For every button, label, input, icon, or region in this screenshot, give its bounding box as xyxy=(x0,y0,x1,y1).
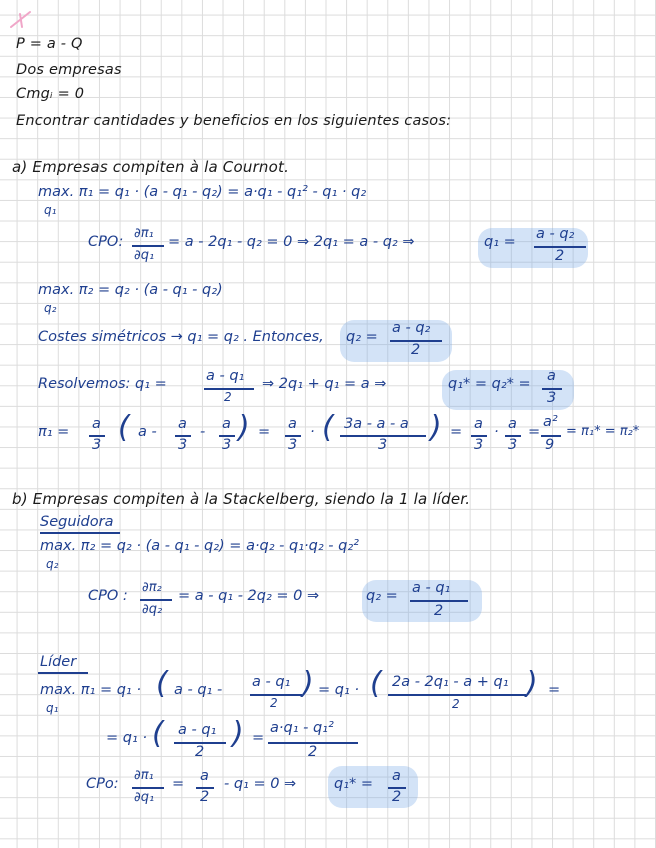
profit-frac4-den: 3 xyxy=(288,437,298,453)
profit-frac7-num: a xyxy=(508,416,517,432)
profit-frac3-num: a xyxy=(222,416,231,432)
profit-eq1: = xyxy=(258,424,271,440)
leader-eq: = q₁ · xyxy=(318,682,359,698)
profit-dot1: · xyxy=(310,424,315,440)
paren-open-5: ( xyxy=(152,716,164,751)
profit-tail: = π₁* = π₂* xyxy=(566,424,640,439)
cpo1-den: ∂q₁ xyxy=(134,248,155,263)
follower-cpo-label: CPO : xyxy=(88,588,128,604)
profit-frac7-den: 3 xyxy=(508,437,518,453)
profit-frac1-num: a xyxy=(92,416,101,432)
leader-cpo-bar xyxy=(132,787,164,789)
profit-lhs: π₁ = xyxy=(38,424,70,440)
follower-br-num: a - q₁ xyxy=(412,580,451,596)
leader-cpo-d: 2 xyxy=(200,789,210,805)
eq-den: 3 xyxy=(547,390,557,406)
profit-eq2: = xyxy=(450,424,463,440)
task-statement: Encontrar cantidades y beneficios en los siguientes casos: xyxy=(16,113,452,129)
br1-num: a - q₂ xyxy=(536,226,575,242)
leader-result-lhs: q₁* = xyxy=(334,776,374,792)
solve-rest: ⇒ 2q₁ + q₁ = a ⇒ xyxy=(262,376,387,392)
leader2-n: a - q₁ xyxy=(178,722,217,738)
profit-final-num: a² xyxy=(543,414,558,430)
leader2-d: 2 xyxy=(195,744,205,760)
profit-frac5-den: 3 xyxy=(378,437,388,453)
leader-n1: a - q₁ xyxy=(252,674,291,690)
section-a-heading: a) Empresas compiten à la Cournot. xyxy=(12,158,290,176)
leader-d1: 2 xyxy=(270,696,278,710)
eq-lhs: q₁* = q₂* = xyxy=(448,376,531,392)
follower-cpo-bar xyxy=(140,599,172,601)
cpo1-rest: = a - 2q₁ - q₂ = 0 ⇒ 2q₁ = a - q₂ ⇒ xyxy=(168,234,415,250)
leader-cpo-den: ∂q₁ xyxy=(134,790,155,805)
max-sub-1: q₁ xyxy=(44,203,57,217)
profit-final-den: 9 xyxy=(545,437,555,453)
follower-sub: q₂ xyxy=(46,557,59,571)
follower-cpo-den: ∂q₂ xyxy=(142,602,163,617)
symmetric-costs: Costes simétricos → q₁ = q₂ . Entonces, xyxy=(38,329,324,345)
demand-equation: P = a - Q xyxy=(16,36,83,52)
leader-result-d: 2 xyxy=(392,789,402,805)
follower-cpo-rest: = a - q₁ - 2q₂ = 0 ⇒ xyxy=(178,588,320,604)
cpo1-num: ∂π₁ xyxy=(134,226,154,241)
solve-num: a - q₁ xyxy=(206,368,245,384)
leader-cpo-rest: - q₁ = 0 ⇒ xyxy=(224,776,297,792)
marginal-cost: Cmgᵢ = 0 xyxy=(16,86,85,102)
leader-a-minus: a - q₁ - xyxy=(174,682,223,698)
leader-result-n: a xyxy=(392,768,401,784)
profit-frac2-num: a xyxy=(178,416,187,432)
profit-eq3: = xyxy=(528,424,541,440)
leader2-n2: a·q₁ - q₁² xyxy=(270,720,334,736)
leader-cpo-n: a xyxy=(200,768,209,784)
br1-lhs: q₁ = xyxy=(484,234,516,250)
profit-frac3-den: 3 xyxy=(222,437,232,453)
br2-den: 2 xyxy=(411,342,421,358)
max-profit-2: max. π₂ = q₂ · (a - q₁ - q₂) xyxy=(38,282,223,298)
cpo-label-1: CPO: xyxy=(88,234,124,250)
leader-max: max. π₁ = q₁ · xyxy=(40,682,141,698)
solve-lhs: Resolvemos: q₁ = xyxy=(38,376,167,392)
profit-frac5-num: 3a - a - a xyxy=(344,416,409,432)
pen-mark-icon xyxy=(8,8,34,30)
paren-close-3: ) xyxy=(302,666,314,701)
leader2-eq: = q₁ · xyxy=(106,730,147,746)
leader-eq2: = xyxy=(548,682,561,698)
profit-frac2-den: 3 xyxy=(178,437,188,453)
follower-br-bar xyxy=(410,600,468,602)
section-b-heading: b) Empresas compiten à la Stackelberg, siendo la 1 la líder. xyxy=(12,490,471,508)
leader-underline xyxy=(38,672,88,674)
paren-close-4: ) xyxy=(526,666,538,701)
follower-max: max. π₂ = q₂ · (a - q₁ - q₂) = a·q₂ - q₁·q₂ - q₂² xyxy=(40,538,359,554)
br2-num: a - q₂ xyxy=(392,320,431,336)
leader-d2: 2 xyxy=(452,697,460,711)
leader-sub: q₁ xyxy=(46,701,59,715)
max-sub-2: q₂ xyxy=(44,301,57,315)
firms-count: Dos empresas xyxy=(16,62,122,78)
leader-cpo-num: ∂π₁ xyxy=(134,768,154,783)
leader-bar2 xyxy=(388,694,526,696)
paren-open-1: ( xyxy=(118,410,130,445)
paren-open-4: ( xyxy=(370,666,382,701)
profit-frac6-num: a xyxy=(474,416,483,432)
solve-den: 2 xyxy=(224,390,232,404)
paren-close-1: ) xyxy=(238,410,250,445)
profit-minus: - xyxy=(200,424,206,440)
follower-br-lhs: q₂ = xyxy=(366,588,398,604)
paren-open-2: ( xyxy=(322,410,334,445)
paren-open-3: ( xyxy=(156,666,168,701)
profit-frac1-den: 3 xyxy=(92,437,102,453)
follower-cpo-num: ∂π₂ xyxy=(142,580,162,595)
leader-title: Líder xyxy=(40,654,77,670)
profit-dot2: · xyxy=(494,424,499,440)
profit-frac4-num: a xyxy=(288,416,297,432)
br2-lhs: q₂ = xyxy=(346,329,378,345)
eq-num: a xyxy=(547,368,556,384)
profit-frac6-den: 3 xyxy=(474,437,484,453)
leader-cpo-eq: = xyxy=(172,776,185,792)
leader2-eq2: = xyxy=(252,730,265,746)
profit-a-minus: a - xyxy=(138,424,157,440)
paren-close-2: ) xyxy=(430,410,442,445)
max-profit-1: max. π₁ = q₁ · (a - q₁ - q₂) = a·q₁ - q₁² - q₁ · q₂ xyxy=(38,184,367,200)
cpo1-bar xyxy=(132,245,164,247)
br1-den: 2 xyxy=(555,248,565,264)
follower-title: Seguidora xyxy=(40,514,114,530)
leader2-d2: 2 xyxy=(308,744,318,760)
leader-n2: 2a - 2q₁ - a + q₁ xyxy=(392,674,509,690)
paren-close-5: ) xyxy=(232,716,244,751)
follower-underline xyxy=(40,532,120,534)
follower-br-den: 2 xyxy=(434,603,444,619)
leader-cpo-label: CPo: xyxy=(86,776,119,792)
